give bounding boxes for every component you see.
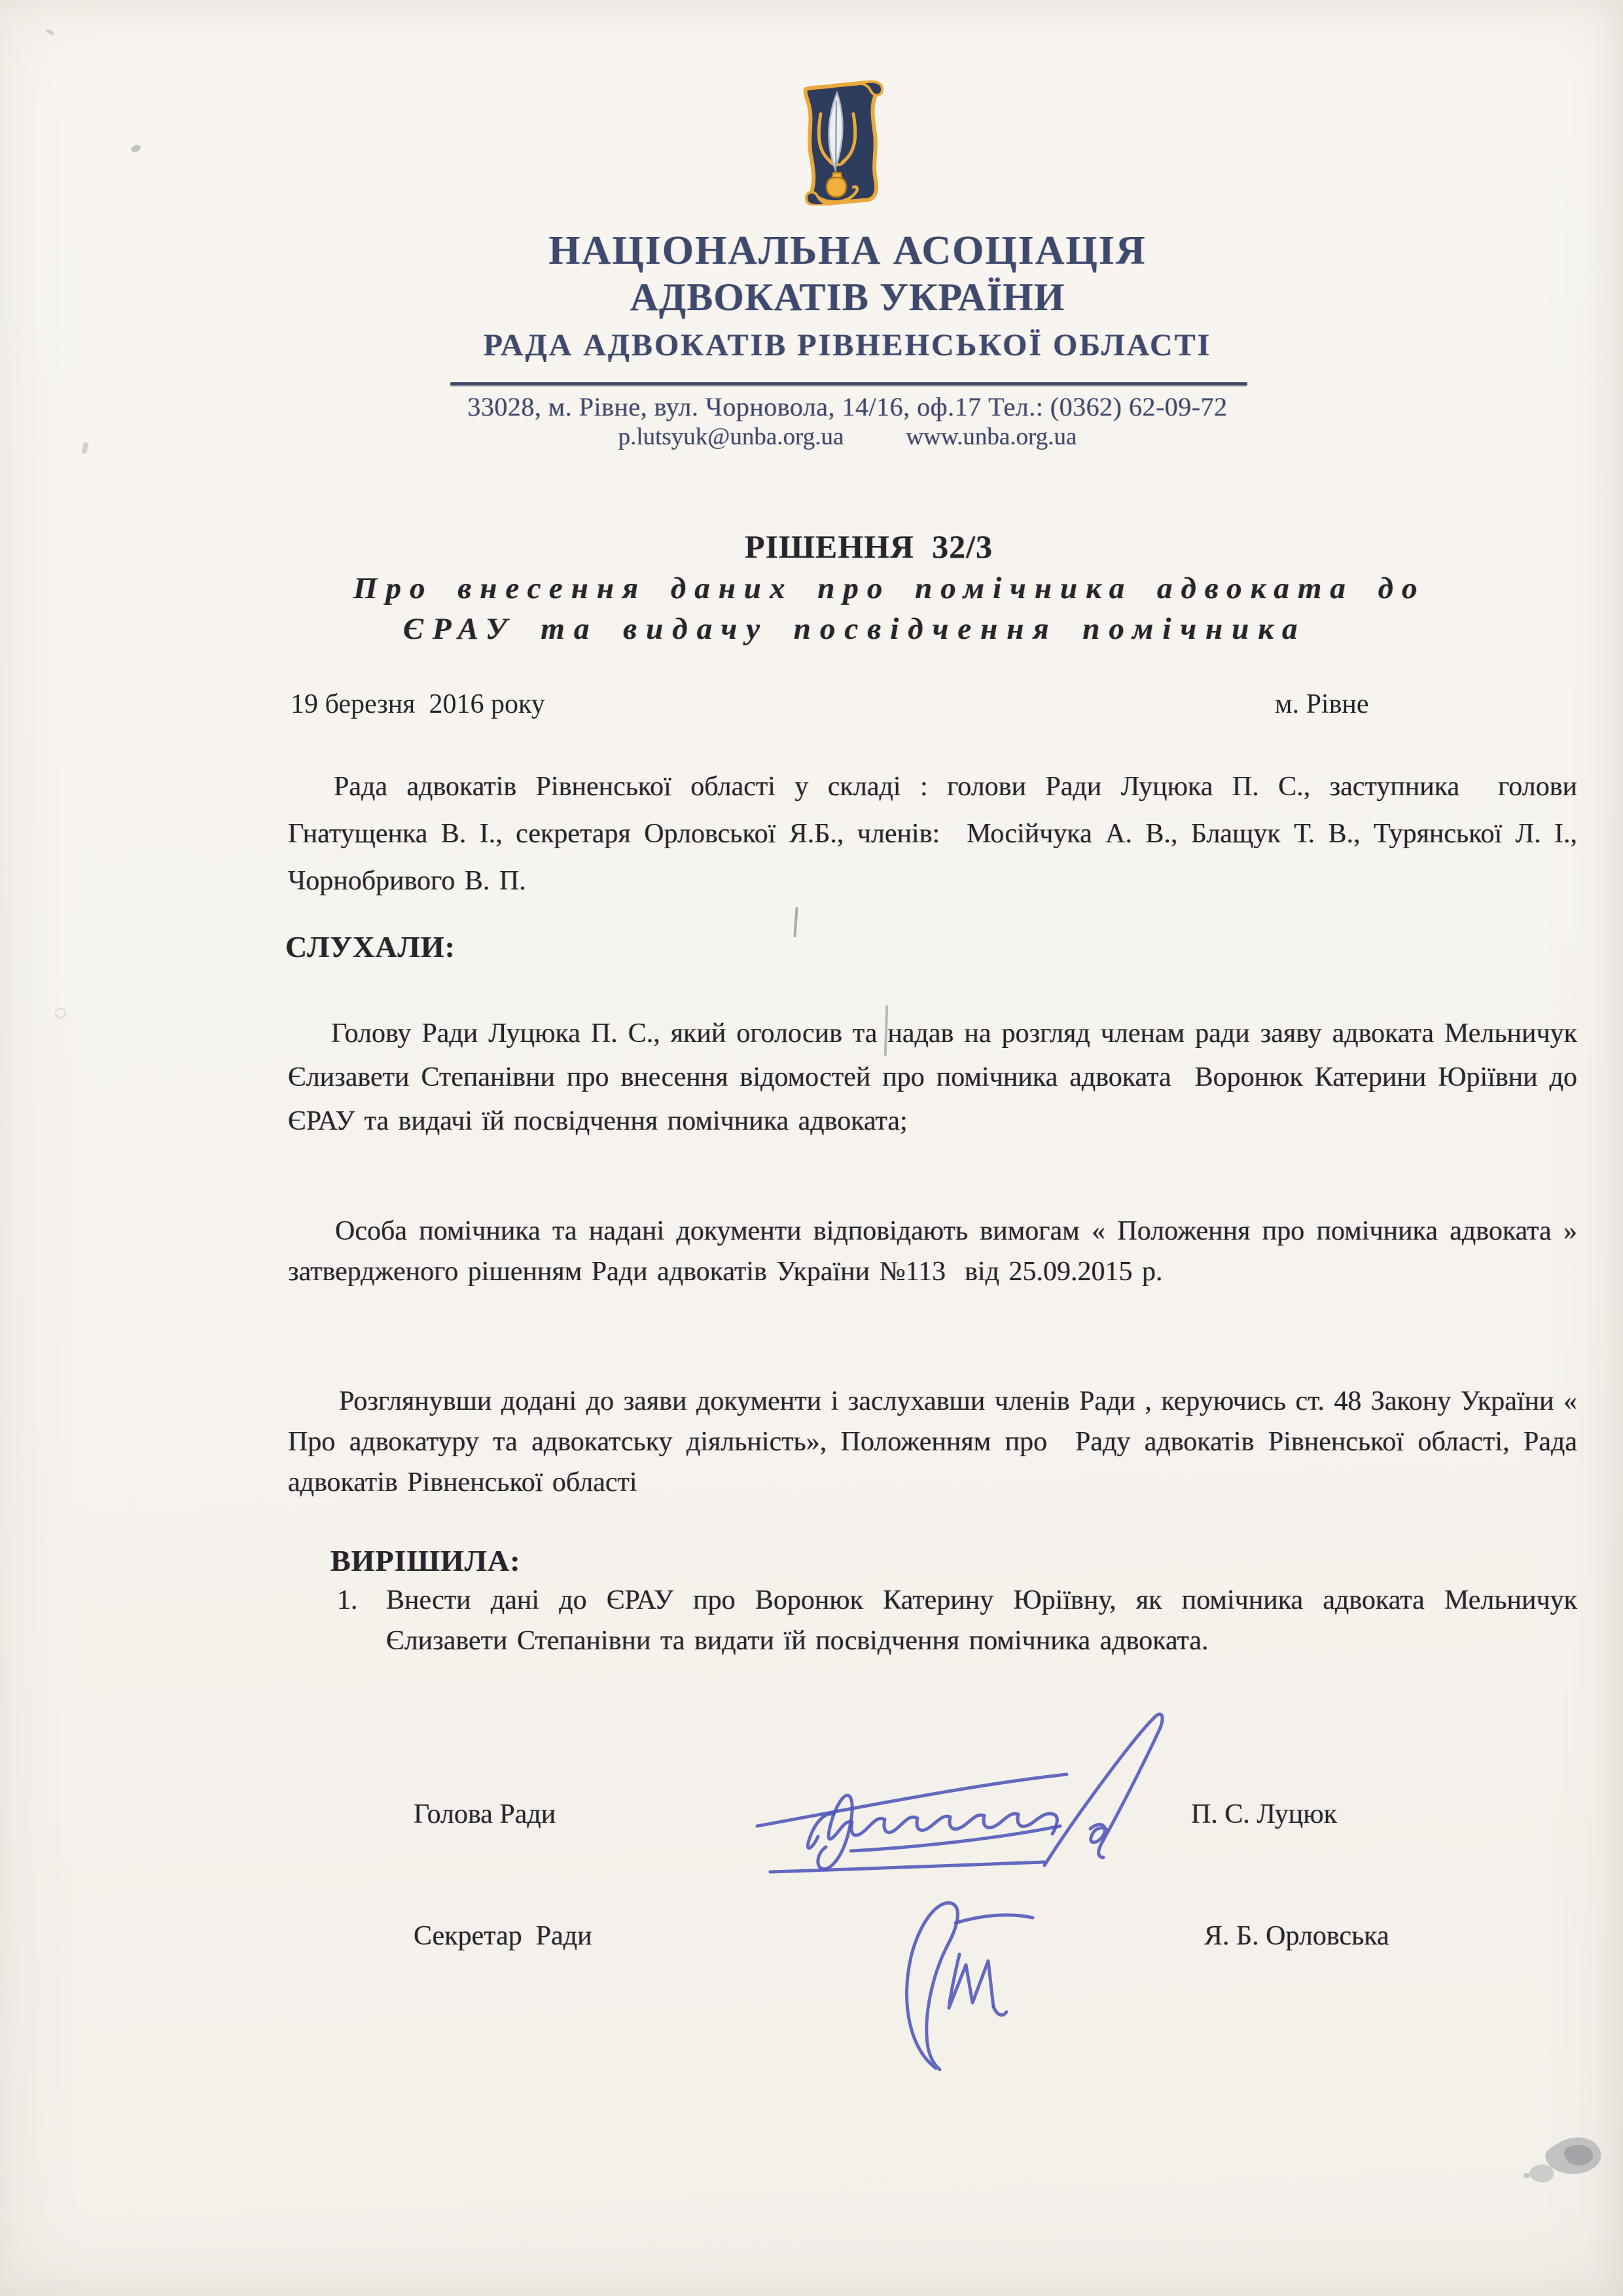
email-text: p.lutsyuk@unba.org.ua [618,423,844,450]
address-line: 33028, м. Рівне, вул. Чорновола, 14/16, оф.17 Тел.: (0362) 62-09-72 [467,392,1228,422]
decision-title: РІШЕННЯ 32/3 [745,528,993,565]
chairman-signature-icon [753,1708,1171,1885]
resolved-item-number: 1. [337,1585,358,1615]
resolved-heading: ВИРІШИЛА: [330,1544,521,1577]
decision-date: 19 березня 2016 року [291,689,545,719]
contact-row [72,423,1623,451]
scan-mark [793,907,798,937]
decision-subtitle-line1: Про внесення даних про помічника адвоката до [353,571,1426,605]
scan-smudge [1518,2132,1607,2195]
grounds-paragraph: Розглянувши додані до заяви документи і заслухавши членів Ради , керуючись ст. 48 Закону України « Про адвокатуру та адвокатську діяльність», Положенням про Раду адвокатів Рівненської області, Рада адвокатів Рівненської області [288,1386,1587,1498]
intro-paragraph: Рада адвокатів Рівненської області у складі : голови Ради Луцюка П. С., заступника голови Гнатущенка В. І., секретаря Орловської Я.Б., членів: Мосійчука А. В., Блащук Т. В., Турянської Л. І., Чорнобривого В. П. [288,772,1587,896]
signature-role-chairman: Голова Ради [414,1799,556,1829]
organization-logo-icon [781,80,892,206]
org-name-line2: АДВОКАТІВ УКРАЇНИ [630,276,1065,319]
heard-heading: СЛУХАЛИ: [285,930,455,963]
header-divider [450,382,1247,386]
signature-role-secretary: Секретар Ради [414,1921,592,1951]
signature-name-secretary: Я. Б. Орловська [1204,1921,1389,1951]
org-name-line1: НАЦІОНАЛЬНА АСОЦІАЦІЯ [548,228,1147,273]
website-text: www.unba.org.ua [906,423,1077,450]
heard-paragraph: Голову Ради Луцюка П. С., який оголосив та надав на розгляд членам ради заяву адвоката Мельничук Єлизавети Степанівни про внесення відомостей про помічника адвоката Воронюк Катерини Юріївни до ЄРАУ та видачі їй посвідчення помічника адвоката; [288,1018,1587,1136]
council-name: РАДА АДВОКАТІВ РІВНЕНСЬКОЇ ОБЛАСТІ [483,328,1212,363]
scan-speck [45,28,54,35]
decision-subtitle-line2: ЄРАУ та видачу посвідчення помічника [403,612,1307,646]
resolved-item [337,1580,1587,1661]
signature-name-chairman: П. С. Луцюк [1191,1799,1338,1829]
secretary-signature-icon [838,1892,1047,2075]
requirements-paragraph: Особа помічника та надані документи відповідають вимогам « Положення про помічника адвоката » затвердженого рішенням Ради адвокатів України №113 від 25.09.2015 р. [288,1216,1587,1287]
resolved-item-text: Внести дані до ЄРАУ про Воронюк Катерину Юріївну, як помічника адвоката Мельничук Єлизавети Степанівни та видати їй посвідчення помічника адвоката. [386,1585,1587,1656]
scan-speck [130,144,142,154]
decision-place: м. Рівне [1275,689,1369,719]
scan-speck [55,1008,66,1018]
